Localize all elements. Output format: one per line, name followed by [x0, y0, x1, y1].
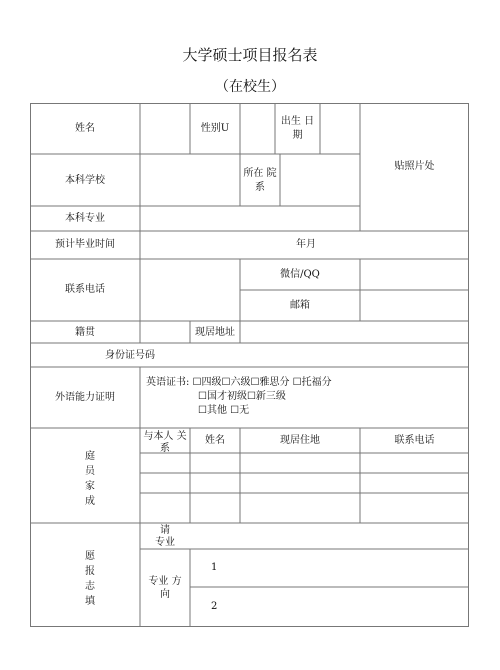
direction-option-2-field[interactable] [241, 588, 468, 626]
contact-phone-label: 联系电话 [65, 284, 105, 295]
direction-option-1-field[interactable] [241, 550, 468, 586]
relation-header-line2: 系 [160, 443, 170, 454]
wish-label-char-4: 填 [85, 596, 95, 607]
undergrad-school-field[interactable] [141, 155, 239, 205]
residence-header: 现居住地 [280, 435, 320, 446]
id-number-label: 身份证号码 [105, 350, 155, 361]
undergrad-school-label: 本科学校 [65, 175, 105, 186]
english-cert-options-line1[interactable]: 英语证书: ☐四级☐六级☐雅思分 ☐托福分 [146, 377, 332, 388]
gender-field[interactable] [241, 104, 274, 153]
wish-label-char-3: 志 [85, 581, 95, 592]
current-address-label: 现居地址 [195, 327, 235, 338]
year-month-field[interactable]: 年月 [296, 239, 316, 250]
direction-option-2-label: 2 [211, 601, 218, 612]
english-cert-options-line3[interactable]: ☐其他 ☐无 [198, 405, 250, 416]
member-name-header: 姓名 [205, 435, 225, 446]
email-label: 邮箱 [290, 300, 310, 311]
family-label-char-3: 家 [85, 481, 95, 492]
member-phone-header: 联系电话 [394, 435, 435, 446]
family-label-char-1: 庭 [85, 451, 95, 462]
family-row-1[interactable] [141, 454, 468, 472]
native-place-field[interactable] [141, 322, 189, 342]
wish-label-char-2: 报 [85, 566, 95, 577]
department-label-line2: 系 [255, 182, 265, 193]
major-label-line1: 请 [160, 525, 170, 536]
department-field[interactable] [281, 155, 359, 205]
direction-option-1-label: 1 [211, 562, 218, 573]
english-cert-options-line2[interactable]: ☐国才初级☐新三级 [198, 391, 286, 402]
family-label-char-4: 成 [85, 496, 95, 507]
birth-date-field[interactable] [321, 104, 359, 153]
name-label: 姓名 [75, 123, 95, 134]
direction-label-line2: 向 [160, 589, 170, 600]
form-title: 大学硕士项目报名表 [182, 46, 318, 64]
id-number-field[interactable] [231, 344, 468, 366]
undergrad-major-label: 本科专业 [65, 213, 105, 224]
expected-graduation-label: 预计毕业时间 [55, 239, 115, 250]
photo-placeholder-label: 贴照片处 [394, 161, 435, 172]
current-address-field[interactable] [241, 322, 468, 342]
wechat-qq-field[interactable] [361, 260, 468, 289]
form-subtitle: （在校生） [215, 79, 285, 95]
registration-form-table [30, 103, 469, 627]
language-proof-label: 外语能力证明 [55, 392, 115, 403]
direction-label-line1: 专业 方 [148, 576, 182, 587]
family-label-char-2: 员 [85, 466, 95, 477]
major-label-line2: 专业 [155, 537, 175, 548]
family-row-3[interactable] [141, 494, 468, 522]
undergrad-major-field[interactable] [141, 207, 359, 230]
birth-date-label-line2: 期 [292, 130, 303, 141]
photo-area[interactable] [361, 104, 468, 230]
major-field[interactable] [191, 524, 468, 548]
native-place-label: 籍贯 [75, 327, 95, 338]
wechat-qq-label: 微信/QQ [280, 269, 320, 280]
department-label-line1: 所在 院 [243, 168, 277, 179]
name-field[interactable] [141, 104, 189, 153]
family-row-2[interactable] [141, 474, 468, 492]
birth-date-label-line1: 出生 日 [280, 116, 315, 127]
relation-header-line1: 与本人 关 [143, 431, 187, 442]
contact-phone-field[interactable] [141, 260, 239, 320]
wish-label-char-1: 愿 [85, 551, 95, 562]
gender-label: 性别U [200, 123, 230, 134]
email-field[interactable] [361, 291, 468, 320]
